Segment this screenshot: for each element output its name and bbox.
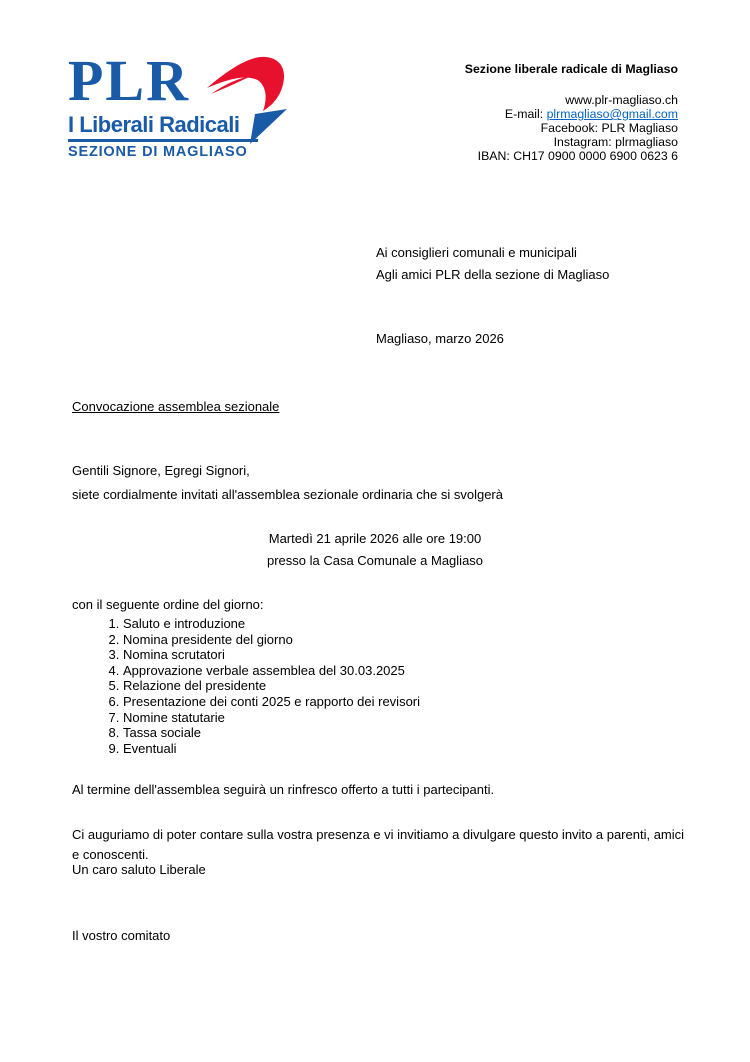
agenda-item: 4. Approvazione verbale assemblea del 30.03.2025 (123, 663, 420, 679)
closing-paragraph-2: Ci auguriamo di poter contare sulla vostra presenza e vi invitiamo a divulgare questo invito a parenti, amici e conoscenti. (72, 827, 685, 862)
agenda-item: 7. Nomine statutarie (123, 710, 420, 726)
agenda-item: 3. Nomina scrutatori (123, 647, 420, 663)
closing-salute: Un caro saluto Liberale (72, 862, 206, 877)
agenda-item: 8. Tassa sociale (123, 725, 420, 741)
agenda-item: 5. Relazione del presidente (123, 678, 420, 694)
contact-email-label: E-mail: (504, 107, 547, 121)
intro-line: siete cordialmente invitati all'assemblea sezionale ordinaria che si svolgerà (72, 487, 503, 502)
contact-org: Sezione liberale radicale di Magliaso (464, 62, 678, 76)
logo-subtitle: I Liberali Radicali (68, 112, 240, 137)
contact-block (465, 62, 678, 163)
recipient-line-2: Agli amici PLR della sezione di Magliaso (376, 267, 610, 282)
event-date: Martedì 21 aprile 2026 alle ore 19:00 (268, 531, 482, 546)
agenda-item: 9. Eventuali (123, 741, 420, 757)
contact-facebook: Facebook: PLR Magliaso (540, 121, 678, 135)
agenda-item: 2. Nomina presidente del giorno (123, 632, 420, 648)
logo-section-name: SEZIONE DI MAGLIASO (68, 143, 248, 160)
agenda-list (72, 616, 420, 756)
flame-swoosh-icon (205, 54, 287, 147)
closing-paragraph-1: Al termine dell'assemblea seguirà un rinfresco offerto a tutti i partecipanti. (72, 782, 495, 797)
contact-instagram: Instagram: plrmagliaso (553, 135, 678, 149)
contact-website: www.plr-magliaso.ch (565, 93, 678, 107)
contact-email-line (465, 107, 678, 121)
contact-email-link[interactable]: plrmagliaso@gmail.com (546, 107, 678, 121)
recipient-line-1: Ai consiglieri comunali e municipali (376, 245, 577, 260)
plr-logo (68, 48, 308, 167)
salutation: Gentili Signore, Egregi Signori, (72, 463, 250, 478)
agenda-list-wrap (72, 616, 420, 756)
place-dateline: Magliaso, marzo 2026 (376, 331, 504, 346)
agenda-item: 6. Presentazione dei conti 2025 e rapporto dei revisori (123, 694, 420, 710)
signature-line: Il vostro comitato (72, 928, 171, 943)
event-place: presso la Casa Comunale a Magliaso (266, 553, 484, 568)
letter-subject: Convocazione assemblea sezionale (72, 399, 280, 414)
agenda-item: 1. Saluto e introduzione (123, 616, 420, 632)
contact-iban: IBAN: CH17 0900 0000 6900 0623 6 (477, 149, 678, 163)
plr-wordmark: PLR (68, 48, 190, 113)
agenda-intro: con il seguente ordine del giorno: (72, 597, 264, 612)
